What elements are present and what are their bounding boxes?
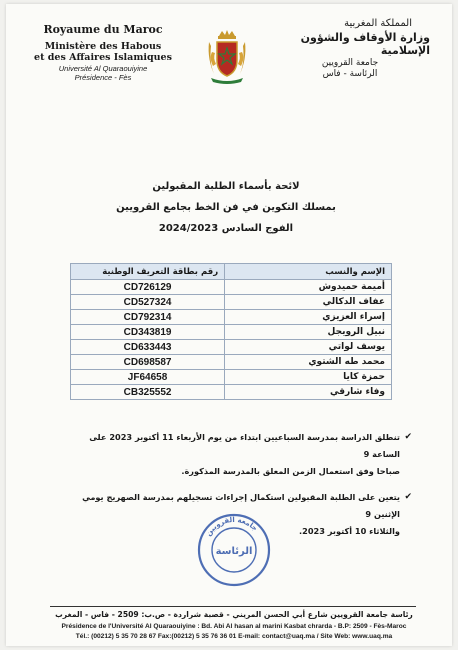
student-id-number: CD527324 <box>71 295 225 310</box>
ministry-line-2: et des Affaires Islamiques <box>34 51 172 63</box>
university-name: Université Al Quaraouiyine <box>58 64 148 74</box>
note-text: تنطلق الدراسة بمدرسة السباعيين ابتداء من يوم الأربعاء 11 أكتوبر 2023 على الساعة 9 <box>89 432 400 459</box>
note-text: يتعين على الطلبة المقبولين استكمال إجراءات تسجيلهم بمدرسة الصهريج يومي الإثنين 9 <box>82 492 400 519</box>
title-line-3: الفوج السادس 2024/2023 <box>158 223 294 234</box>
student-name: إسراء العزيزي <box>225 310 392 325</box>
kingdom-title: Royaume du Maroc <box>43 23 163 36</box>
document-page <box>6 4 452 646</box>
footer-contact: Tél.: (00212) 5 35 70 28 67 Fax:(00212) 5 35 76 36 01 E-mail: contact@uaq.ma / Site Web: www.uaq.ma <box>75 633 393 640</box>
table-row <box>71 295 392 310</box>
student-name: حمزة كايا <box>225 370 392 385</box>
table-row <box>71 310 392 325</box>
student-name: أميمة حميدوش <box>225 280 392 295</box>
stamp-ring-text: جامعة القرويين <box>204 515 259 538</box>
table-header-row <box>71 264 392 280</box>
presidency-city: Présidence - Fès <box>74 73 132 83</box>
note-item <box>62 429 412 480</box>
presidency-arabic: الرئاسة - فاس <box>322 69 378 80</box>
student-name: يوسف لواتي <box>225 340 392 355</box>
table-row <box>71 370 392 385</box>
student-id-number: CD633443 <box>71 340 225 355</box>
checkmark-icon: ✔ <box>404 432 412 442</box>
note-text: والثلاثاء 10 أكتوبر 2023. <box>299 526 400 536</box>
student-id-number: CB325552 <box>71 385 225 400</box>
header-right-arabic <box>270 18 430 81</box>
footer-address-arabic: رئاسة جامعة القرويين شارع أبي الحسن المريني - قصبة شراردة - ص.ب: 2509 - فاس - المغرب <box>55 610 413 619</box>
student-id-number: JF64658 <box>71 370 225 385</box>
ministry-line-1: Ministère des Habous <box>44 40 162 52</box>
student-name: وفاء شارقي <box>225 385 392 400</box>
footer-address-french: Présidence de l'Université Al Quaraouiyine : Bd. Abi Al hasan al marini Kasbat chrarda - B.P: 2509 - Fès-Maroc <box>61 623 407 630</box>
moroccan-coat-of-arms-icon <box>203 30 251 86</box>
student-id-number: CD343819 <box>71 325 225 340</box>
title-line-1: لائحة بأسماء الطلبة المقبولين <box>152 181 300 192</box>
document-title <box>86 176 366 239</box>
footer-divider <box>50 606 416 607</box>
official-stamp <box>196 512 272 588</box>
checkmark-icon: ✔ <box>404 492 412 502</box>
column-header-id-number: رقم بطاقة التعريف الوطنية <box>71 264 225 280</box>
student-id-number: CD792314 <box>71 310 225 325</box>
header-left-french <box>28 24 178 83</box>
kingdom-title-arabic: المملكة المغربية <box>344 18 412 29</box>
student-name: محمد طه الشتوي <box>225 355 392 370</box>
table-row <box>71 280 392 295</box>
note-text: صباحا وفق استعمال الزمن المعلق بالمدرسة المذكورة. <box>181 466 400 476</box>
student-id-number: CD698587 <box>71 355 225 370</box>
table-row <box>71 340 392 355</box>
admitted-students-table <box>70 263 392 400</box>
student-name: نبيل الرويجل <box>225 325 392 340</box>
table-row <box>71 355 392 370</box>
column-header-name: الإسم والنسب <box>225 264 392 280</box>
student-name: عفاف الدكالي <box>225 295 392 310</box>
student-id-number: CD726129 <box>71 280 225 295</box>
stamp-center-text: الرئاسة <box>215 546 253 557</box>
title-line-2: بمسلك التكوين في فن الخط بجامع القرويين <box>116 202 336 213</box>
university-name-arabic: جامعة القرويين <box>321 58 379 68</box>
table-row <box>71 385 392 400</box>
table-row <box>71 325 392 340</box>
ministry-title-arabic: وزارة الأوقاف والشؤون الإسلامية <box>300 30 430 58</box>
